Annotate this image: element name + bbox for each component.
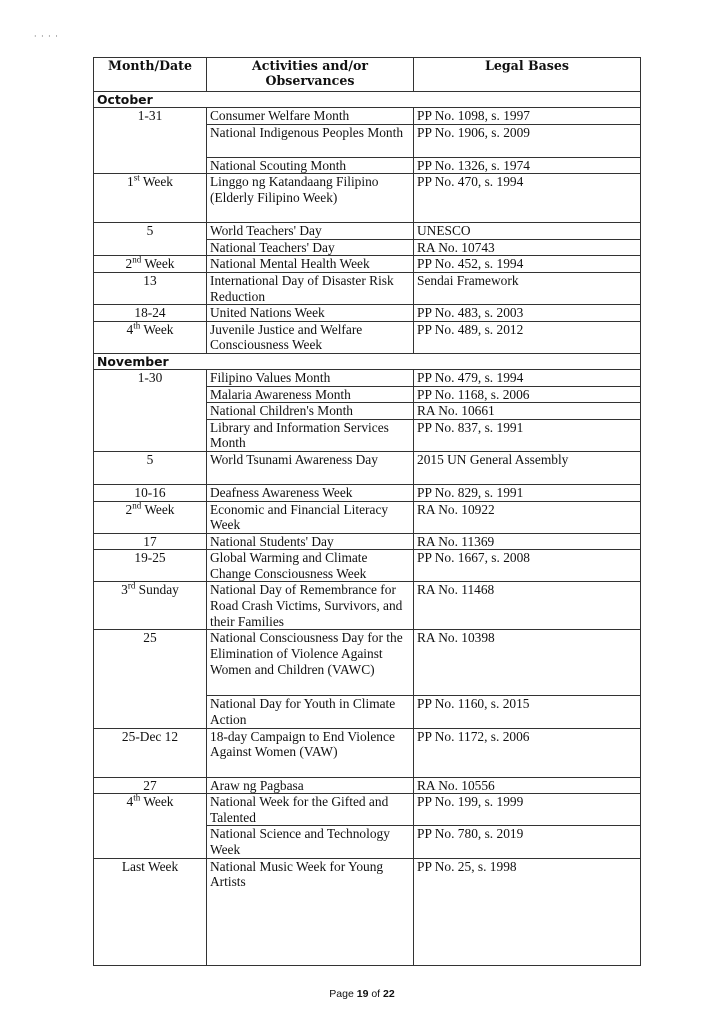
table-row <box>94 321 641 353</box>
legal-basis-cell: PP No. 1172, s. 2006 <box>414 728 641 777</box>
date-cell: 10-16 <box>94 484 207 501</box>
legal-basis-cell: PP No. 1168, s. 2006 <box>414 386 641 403</box>
legal-basis-cell: PP No. 1098, s. 1997 <box>414 108 641 125</box>
table-body <box>94 92 641 966</box>
date-cell: 13 <box>94 272 207 304</box>
date-cell: 3rd Sunday <box>94 582 207 630</box>
legal-basis-cell: PP No. 483, s. 2003 <box>414 305 641 322</box>
activity-cell: National Indigenous Peoples Month <box>207 124 414 157</box>
table-row <box>94 501 641 533</box>
legal-basis-cell: PP No. 1160, s. 2015 <box>414 696 641 728</box>
activity-cell: Consumer Welfare Month <box>207 108 414 125</box>
date-cell: 1-30 <box>94 369 207 451</box>
legal-basis-cell: PP No. 199, s. 1999 <box>414 794 641 826</box>
activity-cell: Economic and Financial Literacy Week <box>207 501 414 533</box>
legal-basis-cell: RA No. 10661 <box>414 403 641 420</box>
ordinal-suffix: th <box>133 320 141 331</box>
table-header-row <box>94 58 641 92</box>
activity-cell: World Tsunami Awareness Day <box>207 451 414 484</box>
activity-cell: National Teachers' Day <box>207 239 414 256</box>
activity-cell: National Scouting Month <box>207 157 414 174</box>
header-legal-bases: Legal Bases <box>414 58 641 92</box>
table-row <box>94 451 641 484</box>
table-row <box>94 582 641 630</box>
activity-cell: National Day for Youth in Climate Action <box>207 696 414 728</box>
footer-page-word: Page <box>329 988 354 1000</box>
date-cell: 19-25 <box>94 550 207 582</box>
legal-basis-cell: RA No. 10922 <box>414 501 641 533</box>
header-activities: Activities and/or Observances <box>207 58 414 92</box>
legal-basis-cell: PP No. 479, s. 1994 <box>414 369 641 386</box>
legal-basis-cell: RA No. 10398 <box>414 630 641 696</box>
ordinal-suffix: st <box>133 172 140 183</box>
activity-cell: Library and Information Services Month <box>207 419 414 451</box>
activity-cell: Araw ng Pagbasa <box>207 777 414 794</box>
activity-cell: Deafness Awareness Week <box>207 484 414 501</box>
legal-basis-cell: PP No. 470, s. 1994 <box>414 174 641 223</box>
date-cell: 4th Week <box>94 321 207 353</box>
ordinal-suffix: nd <box>132 254 142 265</box>
october-section-row <box>94 92 641 108</box>
ordinal-suffix: th <box>133 792 141 803</box>
legal-basis-cell: RA No. 11369 <box>414 533 641 550</box>
table-row <box>94 305 641 322</box>
date-cell: 17 <box>94 533 207 550</box>
date-cell: 25-Dec 12 <box>94 728 207 777</box>
month-label: November <box>94 353 641 369</box>
table-row <box>94 858 641 965</box>
legal-basis-cell: PP No. 25, s. 1998 <box>414 858 641 965</box>
table-row <box>94 174 641 223</box>
date-cell: 2nd Week <box>94 501 207 533</box>
activity-cell: National Science and Technology Week <box>207 826 414 858</box>
table-row <box>94 369 641 386</box>
date-cell: 1st Week <box>94 174 207 223</box>
observances-table <box>93 57 641 966</box>
activity-cell: Juvenile Justice and Welfare Consciousness Week <box>207 321 414 353</box>
table-row <box>94 256 641 273</box>
date-cell: 5 <box>94 451 207 484</box>
activity-cell: National Students' Day <box>207 533 414 550</box>
legal-basis-cell: RA No. 11468 <box>414 582 641 630</box>
activity-cell: International Day of Disaster Risk Reduction <box>207 272 414 304</box>
legal-basis-cell: Sendai Framework <box>414 272 641 304</box>
legal-basis-cell: PP No. 489, s. 2012 <box>414 321 641 353</box>
november-section-row <box>94 353 641 369</box>
activity-cell: National Day of Remembrance for Road Crash Victims, Survivors, and their Families <box>207 582 414 630</box>
table-row <box>94 533 641 550</box>
legal-basis-cell: RA No. 10556 <box>414 777 641 794</box>
date-cell: 4th Week <box>94 794 207 858</box>
legal-basis-cell: PP No. 452, s. 1994 <box>414 256 641 273</box>
date-cell: 2nd Week <box>94 256 207 273</box>
legal-basis-cell: PP No. 1906, s. 2009 <box>414 124 641 157</box>
activity-cell: United Nations Week <box>207 305 414 322</box>
footer-page-total: 22 <box>383 988 395 1000</box>
activity-cell: Malaria Awareness Month <box>207 386 414 403</box>
table-row <box>94 272 641 304</box>
legal-basis-cell: PP No. 780, s. 2019 <box>414 826 641 858</box>
activity-cell: National Children's Month <box>207 403 414 420</box>
footer-of-word: of <box>371 988 381 1000</box>
date-cell: 1-31 <box>94 108 207 174</box>
table-row <box>94 777 641 794</box>
activity-cell: World Teachers' Day <box>207 223 414 240</box>
activity-cell: National Week for the Gifted and Talented <box>207 794 414 826</box>
legal-basis-cell: RA No. 10743 <box>414 239 641 256</box>
legal-basis-cell: 2015 UN General Assembly <box>414 451 641 484</box>
activity-cell: National Consciousness Day for the Elimination of Violence Against Women and Children (VAWC) <box>207 630 414 696</box>
legal-basis-cell: PP No. 1326, s. 1974 <box>414 157 641 174</box>
date-cell: 5 <box>94 223 207 256</box>
page-footer <box>0 988 724 1000</box>
activity-cell: Global Warming and Climate Change Consciousness Week <box>207 550 414 582</box>
activity-cell: National Music Week for Young Artists <box>207 858 414 965</box>
ordinal-suffix: nd <box>132 500 142 511</box>
footer-page-number: 19 <box>356 988 369 1000</box>
header-month-date: Month/Date <box>94 58 207 92</box>
legal-basis-cell: UNESCO <box>414 223 641 240</box>
legal-basis-cell: PP No. 1667, s. 2008 <box>414 550 641 582</box>
activity-cell: Linggo ng Katandaang Filipino (Elderly Filipino Week) <box>207 174 414 223</box>
table-row <box>94 550 641 582</box>
date-cell: 27 <box>94 777 207 794</box>
month-label: October <box>94 92 641 108</box>
date-cell: Last Week <box>94 858 207 965</box>
activity-cell: National Mental Health Week <box>207 256 414 273</box>
table-row <box>94 794 641 826</box>
activity-cell: Filipino Values Month <box>207 369 414 386</box>
table-row <box>94 223 641 240</box>
ordinal-suffix: rd <box>127 581 136 591</box>
table-row <box>94 630 641 696</box>
table-row <box>94 484 641 501</box>
date-cell: 25 <box>94 630 207 728</box>
date-cell: 18-24 <box>94 305 207 322</box>
table-row <box>94 728 641 777</box>
table-row <box>94 108 641 125</box>
activity-cell: 18-day Campaign to End Violence Against Women (VAW) <box>207 728 414 777</box>
legal-basis-cell: PP No. 829, s. 1991 <box>414 484 641 501</box>
scan-mark: · · · · <box>34 32 59 41</box>
legal-basis-cell: PP No. 837, s. 1991 <box>414 419 641 451</box>
